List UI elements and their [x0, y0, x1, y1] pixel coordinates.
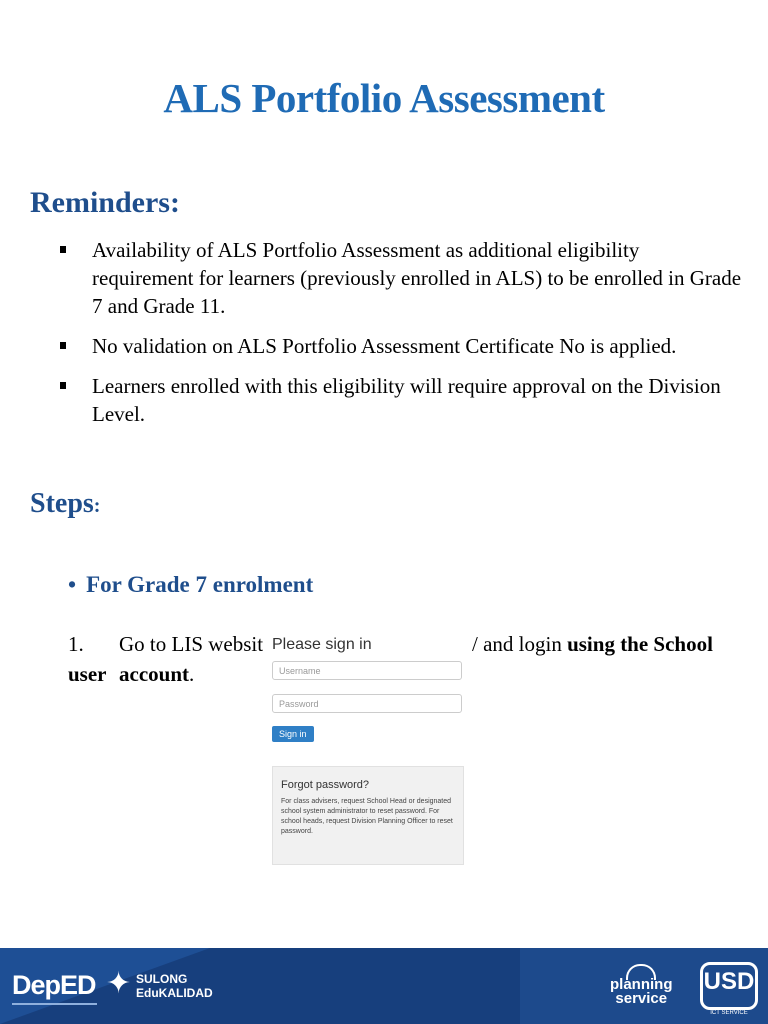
square-bullet-icon: [60, 246, 66, 253]
list-item: [56, 332, 746, 360]
list-item: [56, 372, 746, 428]
forgot-password-heading: Forgot password?: [281, 779, 370, 791]
planning-line2: service: [615, 990, 668, 1007]
sign-in-button[interactable]: Sign in: [272, 726, 314, 742]
sulong-line1: SULONG: [136, 972, 188, 986]
step-text-and: / and login: [472, 632, 568, 656]
deped-logo-underline: [12, 1003, 97, 1005]
step-text-go: Go to LIS websit: [119, 632, 264, 656]
steps-heading-text: Steps: [30, 488, 94, 519]
page-title: ALS Portfolio Assessment: [163, 75, 605, 121]
grade7-label: For Grade 7 enrolment: [86, 572, 314, 597]
step-text-account-bold: account: [119, 662, 189, 686]
steps-heading: [30, 488, 100, 520]
deped-logo: DepED: [12, 970, 96, 1000]
password-field[interactable]: Password: [272, 694, 462, 713]
reminder-text: No validation on ALS Portfolio Assessment Certificate No is applied.: [92, 334, 677, 358]
login-title: Please sign in: [272, 636, 372, 653]
grade7-subheading: [68, 572, 313, 598]
list-item: [56, 236, 746, 320]
reminders-list: [56, 236, 746, 440]
planning-line1: planning: [610, 976, 673, 993]
step-number: 1.: [68, 632, 84, 656]
step-text-school: using the School: [567, 632, 713, 656]
steps-heading-colon: :: [93, 495, 101, 517]
sulong-line2: EduKALIDAD: [136, 986, 213, 1000]
forgot-password-body: For class advisers, request School Head or designated school system administrator to reset password. For school heads, request Division Planning Officer to reset password.: [281, 798, 453, 835]
sulong-edukalidad-logo: [136, 972, 213, 1000]
reminder-text: Availability of ALS Portfolio Assessment as additional eligibility requirement for learners (previously enrolled in ALS) to be enrolled in Grade 7 and Grade 11.: [92, 238, 742, 318]
username-field[interactable]: Username: [272, 661, 462, 680]
square-bullet-icon: [60, 342, 66, 349]
step-text-period: .: [189, 662, 195, 686]
step-text-account: [119, 662, 194, 687]
bullet-dot-icon: •: [68, 572, 77, 597]
step-text-login: [472, 632, 713, 657]
usd-subtitle: ICT SERVICE: [710, 1010, 748, 1016]
reminder-text: Learners enrolled with this eligibility will require approval on the Division Level.: [92, 374, 721, 426]
planning-service-logo: [610, 978, 673, 1006]
torch-icon: ✦: [106, 967, 132, 1000]
square-bullet-icon: [60, 382, 66, 389]
reminders-heading: Reminders:: [30, 186, 180, 219]
step-text-user: user: [68, 662, 107, 686]
forgot-password-panel: [272, 766, 464, 865]
login-screenshot: [270, 628, 470, 873]
usd-logo: USD: [700, 962, 758, 1010]
footer-banner: [0, 948, 768, 1024]
